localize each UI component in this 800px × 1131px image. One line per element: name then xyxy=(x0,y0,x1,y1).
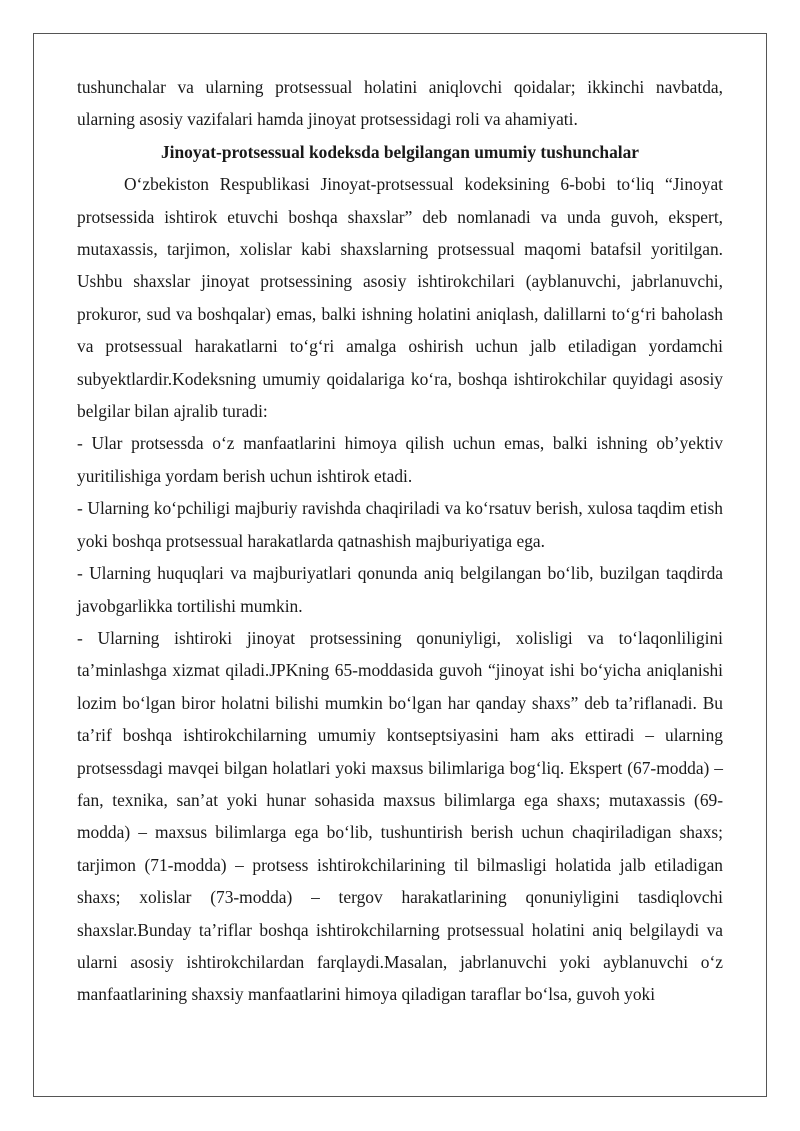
section-heading: Jinoyat-protsessual kodeksda belgilangan umumiy tushunchalar xyxy=(160,141,640,162)
list-item: - Ular protsessda o‘z manfaatlarini himoya qilish uchun emas, balki ishning ob’yektiv yuritilishiga yordam berish uchun ishtirok etadi. xyxy=(77,433,723,486)
paragraph-intro: O‘zbekiston Respublikasi Jinoyat-protsessual kodeksining 6-bobi to‘liq “Jinoyat protsessida ishtirok etuvchi boshqa shaxslar” deb nomlanadi va unda guvoh, ekspert, mutaxassis, tarjimon, xolislar kabi shaxslarning protsessual maqomi batafsil yoritilgan. Ushbu shaxslar jinoyat protsessining asosiy ishtirokchilari (ayblanuvchi, jabrlanuvchi, prokuror, sud va boshqalar) emas, balki ishning holatini aniqlash, dalillarni to‘g‘ri baholash va protsessual harakatlarni to‘g‘ri amalga oshirish uchun jalb etiladigan yordamchi subyektlardir.Kodeksning umumiy qoidalariga ko‘ra, boshqa ishtirokchilar quyidagi asosiy belgilar bilan ajralib turadi: xyxy=(77,174,723,422)
list-item: - Ularning huquqlari va majburiyatlari qonunda aniq belgilangan bo‘lib, buzilgan taqdirda javobgarlikka tortilishi mumkin. xyxy=(77,563,723,616)
list-item: - Ularning ishtiroki jinoyat protsessining qonuniyligi, xolisligi va to‘laqonliligini ta’minlashga xizmat qiladi.JPKning 65-moddasida guvoh “jinoyat ishi bo‘yicha aniqlanishi lozim bo‘lgan biror holatni bilishi mumkin bo‘lgan har qanday shaxs” deb ta’riflanadi. Bu ta’rif boshqa ishtirokchilarning umumiy kontseptsiyasini ham aks ettiradi – ularning protsessdagi mavqei bilgan holatlari yoki maxsus bilimlariga bog‘liq. Ekspert (67-modda) – fan, texnika, san’at yoki hunar sohasida maxsus bilimlarga ega shaxs; mutaxassis (69-modda) – maxsus bilimlarga ega bo‘lib, tushuntirish berish uchun chaqiriladigan shaxs; tarjimon (71-modda) – protsess ishtirokchilarining til bilmasligi holatida jalb etiladigan shaxs; xolislar (73-modda) – tergov harakatlarining qonuniyligini tasdiqlovchi shaxslar.Bunday ta’riflar boshqa ishtirokchilarning protsessual holatini aniq belgilaydi va ularni asosiy ishtirokchilardan farqlaydi.Masalan, jabrlanuvchi yoki ayblanuvchi o‘z manfaatlarining shaxsiy manfaatlarini himoya qiladigan taraflar bo‘lsa, guvoh yoki xyxy=(77,627,723,1005)
document-body xyxy=(77,71,723,1011)
list-item: - Ularning ko‘pchiligi majburiy ravishda chaqiriladi va ko‘rsatuv berish, xulosa taqdim etish yoki boshqa protsessual harakatlarda qatnashish majburiyatiga ega. xyxy=(77,498,723,551)
paragraph-continuation: tushunchalar va ularning protsessual holatini aniqlovchi qoidalar; ikkinchi navbatda, ularning asosiy vazifalari hamda jinoyat protsessidagi roli va ahamiyati. xyxy=(77,77,723,130)
